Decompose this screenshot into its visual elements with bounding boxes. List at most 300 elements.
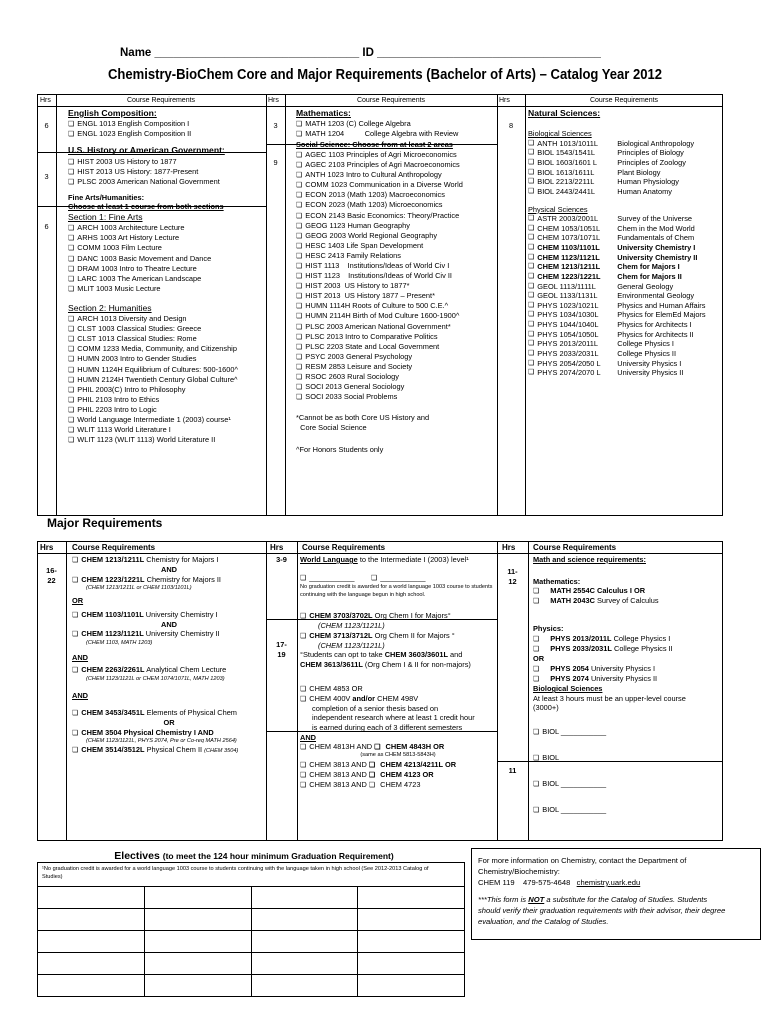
phys-title: Physical Sciences [528, 204, 588, 214]
course-code: CHEM 3703/3702L [309, 610, 373, 620]
course-title: College Physics II [611, 644, 673, 654]
course-checkbox-item[interactable] [68, 314, 266, 324]
course-label: ECON 2143 Basic Economics: Theory/Practice [305, 210, 460, 220]
eng-hrs: 6 [44, 121, 49, 130]
course-checkbox-item[interactable] [68, 344, 266, 354]
course-title: University Physics I [617, 358, 682, 368]
and-or-label: and/or [352, 693, 376, 703]
disclaimer: a substitute for the Catalog of Studies. Students [544, 895, 708, 904]
course-title: Human Physiology [617, 177, 679, 187]
course-title: General Geology [617, 281, 674, 291]
course-title: Physics for ElemEd Majors [617, 310, 706, 320]
course-code: ❏ BIOL 1603/1601 L [537, 158, 598, 168]
course-label: PLSC 2203 State and Local Government [305, 341, 440, 351]
prereq-note: (CHEM 1103, MATH 1203) [86, 639, 153, 646]
course-code: ❏ PHYS 2013/2011L [537, 339, 598, 349]
ms-hrs: 11- 12 [507, 567, 518, 586]
course-code: CHEM 3453/3451L [81, 708, 145, 718]
ns-title: Natural Sciences: [528, 108, 601, 118]
course-code: PHYS 2074 [550, 673, 589, 683]
course-label: ARCH 1013 Diversity and Design [77, 314, 187, 324]
major-title: Major Requirements [47, 516, 163, 530]
course-title: Physics for Architects I [617, 320, 692, 330]
course-title: Org Chem II for Majors ° [372, 630, 455, 640]
bio-title: Biological Sciences [528, 129, 592, 139]
course-checkbox-item[interactable] [68, 243, 266, 253]
course-checkbox-item[interactable] [296, 362, 496, 372]
electives-grid[interactable] [37, 886, 465, 997]
course-title: College Physics I [611, 634, 671, 644]
bio-label: Biological Sciences [533, 684, 603, 694]
option[interactable]: ❏ CHEM 4123 OR [369, 770, 434, 779]
course-title: Principles of Zoology [617, 158, 686, 168]
info-line: For more information on Chemistry, contact the Department of [478, 856, 687, 865]
course-label: LARC 1003 The American Landscape [77, 273, 202, 283]
course-title: College Physics I [617, 339, 674, 349]
section-2-title: Section 2: Humanities [68, 302, 152, 313]
course-code: ❏ BIOL 2443/2441L [537, 186, 595, 196]
course-title: University Chemistry II [143, 629, 220, 639]
course-checkbox-item[interactable] [68, 167, 266, 177]
course-req-header: Course Requirements [533, 543, 617, 552]
course-checkbox-item[interactable] [528, 301, 722, 311]
bio-note: At least 3 hours must be an upper-level course [533, 693, 686, 703]
course-checkbox-item[interactable] [296, 129, 496, 139]
fa-hrs: 6 [44, 222, 49, 231]
course-code: CHEM 1123/1121L [81, 629, 144, 639]
course-label: WLIT 1123 (WLIT 1113) World Literature II [77, 435, 216, 445]
course-label: COMM 1233 Media, Community, and Citizenship [77, 344, 237, 354]
course-label: ECON 2023 (Math 1203) Microeconomics [305, 200, 443, 210]
info-contact: CHEM 119 479-575-4648 [478, 878, 577, 887]
course-label: GEOG 2003 World Regional Geography [305, 230, 438, 240]
core-col-1 [68, 108, 266, 445]
course-label: AGEC 1103 Principles of Agri Microeconomics [305, 149, 457, 159]
and-label: AND [160, 619, 177, 629]
course-checkbox-item[interactable] [68, 177, 266, 187]
ns-hrs: 8 [508, 121, 514, 130]
course-code: ❏ PHYS 1044/1040L [537, 320, 599, 330]
option[interactable]: ❏ CHEM 3813 AND [300, 780, 369, 789]
bio-note: (3000+) [533, 703, 559, 713]
course-label: HUMN 2114H Birth of Mod Culture 1600-1900^ [305, 311, 460, 321]
course-label: HUMN 2124H Twentieth Century Global Culture^ [77, 374, 238, 384]
and-label: AND [72, 690, 89, 700]
course-checkbox-item[interactable] [528, 233, 722, 243]
course-title: Physical Chemistry I AND [121, 728, 214, 738]
course-title: Physical Chem II [144, 745, 203, 755]
option[interactable]: ❏ CHEM 3813 AND [300, 760, 369, 769]
course-code: ❏ PHYS 1054/1050L [537, 329, 599, 339]
wl-blank-2[interactable]: ❏ ___________ [371, 573, 426, 582]
math-hrs: 3 [273, 121, 278, 130]
course-label: ARCH 1003 Architecture Lecture [77, 223, 185, 233]
course-label: HUMN 1124H Equilibrium of Cultures: 500-1600^ [77, 364, 238, 374]
course-label: CLST 1013 Classical Studies: Rome [77, 334, 197, 344]
course-checkbox-item[interactable] [528, 187, 722, 197]
course-checkbox-item[interactable] [296, 200, 496, 210]
ss-title: Social Science: Choose from at least 2 areas [296, 140, 453, 150]
course-label: SOCI 2033 Social Problems [305, 392, 398, 402]
research-option: CHEM 400V [309, 693, 353, 703]
course-checkbox-item[interactable] [68, 264, 266, 274]
electives-subtitle: (to meet the 124 hour minimum Graduation Requirement) [162, 851, 394, 861]
course-code: CHEM 3603/3601L [384, 650, 448, 660]
research-note: is earned during each of 3 different semesters [312, 723, 463, 733]
major-col-1 [72, 555, 266, 756]
course-checkbox-item[interactable] [296, 291, 496, 301]
disclaimer: evaluation, and the Catalog of Studies. [478, 917, 609, 926]
course-code: ❏ ASTR 2003/2001L [537, 214, 599, 224]
course-checkbox-item[interactable] [528, 330, 722, 340]
course-code: ❏ GEOL 1113/1111L [537, 281, 596, 291]
course-req-header: Course Requirements [302, 543, 386, 552]
prereq-note: (CHEM 1123/1121L or CHEM 1074/1071L, MATH 1203) [86, 675, 225, 682]
course-code: CHEM 3514/3512L [81, 745, 145, 755]
course-label: HIST 2003 US History to 1877* [305, 281, 410, 291]
course-label: PLSC 2003 American National Government* [305, 321, 451, 331]
option[interactable]: ❏ CHEM 4723 [369, 780, 421, 789]
hrs-header: Hrs [40, 97, 51, 104]
course-title: Biological Anthropology [617, 138, 695, 148]
course-checkbox-item[interactable] [528, 148, 722, 158]
course-checkbox-item[interactable] [296, 261, 496, 271]
course-checkbox-item[interactable] [68, 324, 266, 334]
course-title: Survey of the Universe [617, 214, 693, 224]
hrs-header: Hrs [268, 97, 279, 104]
biol-blank[interactable]: ❏ BIOL ___________ [533, 805, 721, 815]
or-label: OR [533, 654, 545, 664]
course-checkbox-item[interactable] [68, 395, 266, 405]
course-checkbox-item[interactable] [68, 415, 266, 425]
course-code: CHEM 1223/1221L [81, 574, 145, 584]
course-title: University Chemistry I [143, 609, 218, 619]
course-req-header: Course Requirements [126, 97, 196, 104]
course-checkbox-item[interactable] [296, 281, 496, 291]
prereq-note: (CHEM 3504) [204, 748, 239, 755]
course-label: ARHS 1003 Art History Lecture [77, 233, 180, 243]
fa-choose: Choose at least 1 course from both sections [68, 202, 224, 212]
course-checkbox-item[interactable] [68, 284, 266, 294]
course-checkbox-item[interactable] [296, 342, 496, 352]
course-checkbox-item[interactable] [528, 253, 722, 263]
course-checkbox-item[interactable] [528, 272, 722, 282]
course-label: HESC 2413 Family Relations [305, 250, 401, 260]
course-code: MATH 2043C [550, 596, 595, 606]
course-title: Chem for Majors I [617, 262, 680, 272]
ss-note-3: ^For Honors Students only [296, 444, 384, 454]
course-label: ECON 2013 (Math 1203) Macroeconomics [305, 190, 445, 200]
org-hrs: 17- 19 [276, 640, 287, 659]
course-checkbox-item[interactable] [296, 311, 496, 321]
course-code: ❏ CHEM 1053/1051L [537, 223, 601, 233]
wl-blank-1[interactable]: ❏ ___________ [300, 573, 355, 582]
course-code: ❏ BIOL 2213/2211L [537, 177, 595, 187]
prereq-note: (CHEM 1123/1121L) [318, 621, 385, 631]
course-checkbox-item[interactable] [68, 119, 266, 129]
course-title: Fundamentals of Chem [617, 233, 695, 243]
course-label: HUMN 1114H Roots of Culture to 500 C.E.^ [305, 301, 449, 311]
or-label: OR [72, 596, 84, 606]
course-label: HIST 2013 US History: 1877-Present [77, 166, 199, 176]
course-code: MATH 2554C [550, 586, 595, 596]
course-title: Plant Biology [617, 167, 661, 177]
biol-blank[interactable]: ❏ BIOL ___________ [533, 753, 721, 763]
honors-option[interactable]: ❏ CHEM 4813H AND [300, 742, 374, 751]
course-title: Environmental Geology [617, 291, 695, 301]
course-title: University Physics I [588, 663, 656, 673]
course-code: CHEM 2263/2261L [81, 665, 145, 675]
major-col-3 [533, 555, 721, 815]
course-label: CLST 1003 Classical Studies: Greece [77, 324, 202, 334]
course-label: PHIL 2003(C) Intro to Philosophy [77, 384, 186, 394]
course-code: CHEM 3613/3611L [300, 660, 363, 669]
course-checkbox-item[interactable] [296, 170, 496, 180]
course-title: Physics for Architects II [617, 329, 694, 339]
course-title: Physics and Human Affairs [617, 300, 706, 310]
ms-title: Math and science requirements: [533, 555, 646, 564]
course-checkbox-item[interactable] [528, 320, 722, 330]
course-code: PHYS 2033/2031L [550, 644, 612, 654]
course-label: PHIL 2103 Intro to Ethics [77, 394, 160, 404]
course-code: ❏ CHEM 1103/1101L [537, 243, 600, 253]
course-checkbox-item[interactable] [528, 310, 722, 320]
course-label: ENGL 1023 English Composition II [77, 129, 192, 139]
course-title: Principles of Biology [617, 148, 684, 158]
course-label: HIST 2003 US History to 1877 [77, 156, 177, 166]
course-checkbox-item[interactable] [296, 322, 496, 332]
research-option[interactable]: ❏ CHEM 4853 OR [300, 684, 496, 694]
course-checkbox-item[interactable] [296, 372, 496, 382]
course-checkbox-item[interactable] [528, 214, 722, 224]
biol-blank[interactable]: ❏ BIOL ___________ [533, 727, 721, 737]
course-label: HIST 1113 Institutions/Ideas of World Civ I [305, 261, 450, 271]
course-title: Chemistry for Majors I [144, 555, 219, 564]
course-label: GEOG 1123 Human Geography [305, 220, 410, 230]
course-title: Analytical Chem Lecture [144, 665, 227, 675]
course-title: College Physics II [617, 348, 677, 358]
dept-link[interactable]: chemistry.uark.edu [576, 878, 641, 887]
course-label: DRAM 1003 Intro to Theatre Lecture [77, 263, 197, 273]
course-code: CHEM 3504 [81, 728, 122, 738]
course-code: ❏ BIOL 1613/1611L [537, 167, 595, 177]
research-note: completion of a senior thesis based on [312, 703, 439, 713]
course-code: CHEM 1213/1211L [81, 555, 145, 564]
eng-title: English Composition: [68, 108, 157, 118]
course-label: COMM 1003 Film Lecture [77, 243, 162, 253]
course-checkbox-item[interactable] [528, 349, 722, 359]
course-checkbox-item[interactable] [68, 425, 266, 435]
course-checkbox-item[interactable] [296, 160, 496, 170]
course-code: PHYS 2054 [550, 663, 589, 673]
course-label: COMM 1023 Communication in a Diverse World [305, 180, 463, 190]
course-title: Chemistry for Majors II [144, 574, 221, 584]
course-checkbox-item[interactable] [296, 301, 496, 311]
course-code: ❏ PHYS 2054/2050 L [537, 358, 601, 368]
hrs-header: Hrs [499, 97, 510, 104]
course-checkbox-item[interactable] [296, 332, 496, 342]
org-note: °Students can opt to take [300, 650, 385, 660]
course-checkbox-item[interactable] [528, 359, 722, 369]
physics-label: Physics: [533, 624, 564, 634]
course-checkbox-item[interactable] [68, 157, 266, 167]
electives-label: Electives [114, 850, 160, 862]
course-checkbox-item[interactable] [528, 224, 722, 234]
major-c1-hrs: 16- 22 [46, 566, 57, 585]
and-label: AND [300, 732, 317, 742]
course-req-header: Course Requirements [589, 97, 659, 104]
course-checkbox-item[interactable] [528, 168, 722, 178]
course-checkbox-item[interactable] [296, 221, 496, 231]
math-title: Mathematics: [296, 108, 351, 118]
course-checkbox-item[interactable] [68, 254, 266, 264]
course-label: SOCI 2013 General Sociology [305, 382, 405, 392]
course-checkbox-item[interactable] [68, 223, 266, 233]
research-note: independent research where at least 1 credit hour [312, 713, 475, 723]
same-as-note: (same as CHEM 5813-5843H) [360, 752, 436, 759]
org-note: (Org Chem I & II for non-majors) [362, 660, 471, 669]
course-checkbox-item[interactable] [528, 139, 722, 149]
course-checkbox-item[interactable] [528, 291, 722, 301]
course-checkbox-item[interactable] [296, 392, 496, 402]
course-label: AGEC 2103 Principles of Agri Macroeconomics [305, 160, 460, 170]
course-checkbox-item[interactable] [296, 190, 496, 200]
org-note: and [447, 650, 463, 660]
ss-hrs: 9 [273, 158, 278, 167]
course-checkbox-item[interactable] [528, 262, 722, 272]
course-checkbox-item[interactable] [296, 211, 496, 221]
course-checkbox-item[interactable] [68, 435, 266, 445]
hrs-header: Hrs [502, 543, 516, 552]
course-code: ❏ CHEM 1073/1071L [537, 233, 601, 243]
and-label: AND [72, 652, 89, 662]
course-req-header: Course Requirements [72, 543, 156, 552]
course-label: MATH 1203 (C) College Algebra [305, 119, 411, 129]
course-checkbox-item[interactable] [68, 354, 266, 364]
course-label: PLSC 2013 Intro to Comparative Politics [305, 331, 438, 341]
course-checkbox-item[interactable] [296, 180, 496, 190]
course-checkbox-item[interactable] [296, 251, 496, 261]
course-code: CHEM 1103/1101L [81, 609, 144, 619]
course-label: HIST 2013 US History 1877 – Present* [305, 291, 435, 301]
course-checkbox-item[interactable] [296, 231, 496, 241]
course-title: University Physics II [617, 368, 684, 378]
course-code: ❏ CHEM 1223/1221L [537, 271, 601, 281]
course-code: ❏ PHYS 2033/2031L [537, 348, 599, 358]
course-checkbox-item[interactable] [68, 365, 266, 375]
course-title: University Physics II [588, 673, 658, 683]
course-checkbox-item[interactable] [68, 375, 266, 385]
course-title: Human Anatomy [617, 186, 672, 196]
course-label: RESM 2853 Leisure and Society [305, 361, 413, 371]
core-col-3 [528, 108, 722, 378]
math-label: Mathematics: [533, 576, 581, 586]
wl-text: to the Intermediate I (2003) level¹ [357, 555, 469, 564]
disclaimer: ***This form is [478, 895, 529, 904]
course-title: University Chemistry II [617, 252, 698, 262]
disclaimer: should verify their graduation requirements with their advisor, their degree [478, 906, 726, 915]
honors-option[interactable]: ❏ CHEM 4843H OR [374, 742, 444, 751]
section-1-title: Section 1: Fine Arts [68, 212, 143, 223]
course-label: HESC 1403 Life Span Development [305, 240, 424, 250]
course-checkbox-item[interactable] [68, 274, 266, 284]
wl-note: No graduation credit is awarded for a world language 1003 course to students continuing with the language begun in high school. [300, 583, 493, 598]
page-title: Chemistry-BioChem Core and Major Requirements (Bachelor of Arts) – Catalog Year 2012 [107, 67, 663, 83]
course-checkbox-item[interactable] [528, 282, 722, 292]
course-title: Elements of Physical Chem [144, 708, 237, 718]
hrs-header: Hrs [270, 543, 284, 552]
or-label: OR [163, 718, 175, 728]
course-label: HUMN 2003 Intro to Gender Studies [77, 354, 197, 364]
course-checkbox-item[interactable] [528, 339, 722, 349]
research-option: CHEM 498V [375, 693, 419, 703]
us-title: U.S. History or American Government: [68, 145, 225, 156]
course-checkbox-item[interactable] [296, 382, 496, 392]
biol-blank[interactable]: ❏ BIOL ___________ [533, 779, 721, 789]
course-code: ❏ BIOL 1543/1541L [537, 148, 595, 158]
course-code: PHYS 2013/2011L [550, 634, 612, 644]
course-title: Chem for Majors II [617, 271, 682, 281]
course-code: ❏ CHEM 1123/1121L [537, 252, 600, 262]
course-label: World Language Intermediate 1 (2003) course¹ [77, 415, 231, 424]
course-label: RSOC 2603 Rural Sociology [305, 372, 399, 382]
course-title: Survey of Calculus [594, 596, 659, 606]
and-label: AND [160, 565, 177, 575]
course-checkbox-item[interactable] [528, 177, 722, 187]
course-label: HIST 1123 Institutions/Ideas of World Civ II [305, 271, 452, 281]
world-language: World Language [300, 555, 358, 564]
prereq-note: (CHEM 1123/1121L, PHYS 2074, Pre or Co-req MATH 2564) [86, 738, 237, 745]
course-code: ❏ CHEM 1213/1211L [537, 262, 601, 272]
major-col-2 [300, 555, 496, 790]
course-checkbox-item[interactable] [296, 119, 496, 129]
course-label: DANC 1003 Basic Movement and Dance [77, 253, 212, 263]
ss-note-1: *Cannot be as both Core US History and [296, 413, 430, 423]
course-checkbox-item[interactable] [296, 271, 496, 281]
name-id-line[interactable]: Name ________________________________ ID ___________________________________ [120, 47, 601, 59]
course-checkbox-item[interactable] [68, 385, 266, 395]
option[interactable]: ❏ CHEM 3813 AND [300, 770, 369, 779]
course-code: ❏ PHYS 1034/1030L [537, 310, 599, 320]
course-checkbox-item[interactable] [528, 368, 722, 378]
course-checkbox-item[interactable] [296, 241, 496, 251]
option[interactable]: ❏ CHEM 4213/4211L OR [369, 760, 456, 769]
course-checkbox-item[interactable] [68, 334, 266, 344]
course-code: ❏ PHYS 1023/1021L [537, 300, 599, 310]
course-checkbox-item[interactable] [528, 158, 722, 168]
course-checkbox-item[interactable] [528, 243, 722, 253]
course-checkbox-item[interactable] [68, 405, 266, 415]
prereq-note: (CHEM 1123/1121L) [318, 640, 385, 650]
hrs-header: Hrs [40, 543, 54, 552]
course-checkbox-item[interactable] [296, 352, 496, 362]
course-title: Chem in the Mod World [617, 223, 695, 233]
fa-title: Fine Arts/Humanities: [68, 192, 145, 202]
course-title: University Chemistry I [617, 243, 696, 253]
course-label: WLIT 1113 World Literature I [77, 425, 171, 435]
course-checkbox-item[interactable] [68, 233, 266, 243]
course-label: PSYC 2003 General Psychology [305, 351, 413, 361]
info-line: Chemistry/Biochemistry: [478, 867, 560, 876]
course-checkbox-item[interactable] [296, 150, 496, 160]
course-label: PHIL 2203 Intro to Logic [77, 404, 157, 414]
course-title: Org Chem I for Majors° [372, 610, 451, 620]
course-label: ANTH 1023 Intro to Cultural Anthropology [305, 170, 442, 180]
course-checkbox-item[interactable] [68, 129, 266, 139]
us-hrs: 3 [44, 172, 49, 181]
course-label: PLSC 2003 American National Government [77, 176, 220, 186]
prereq-note: (CHEM 1213/1211L or CHEM 1103/1101L) [86, 584, 192, 591]
